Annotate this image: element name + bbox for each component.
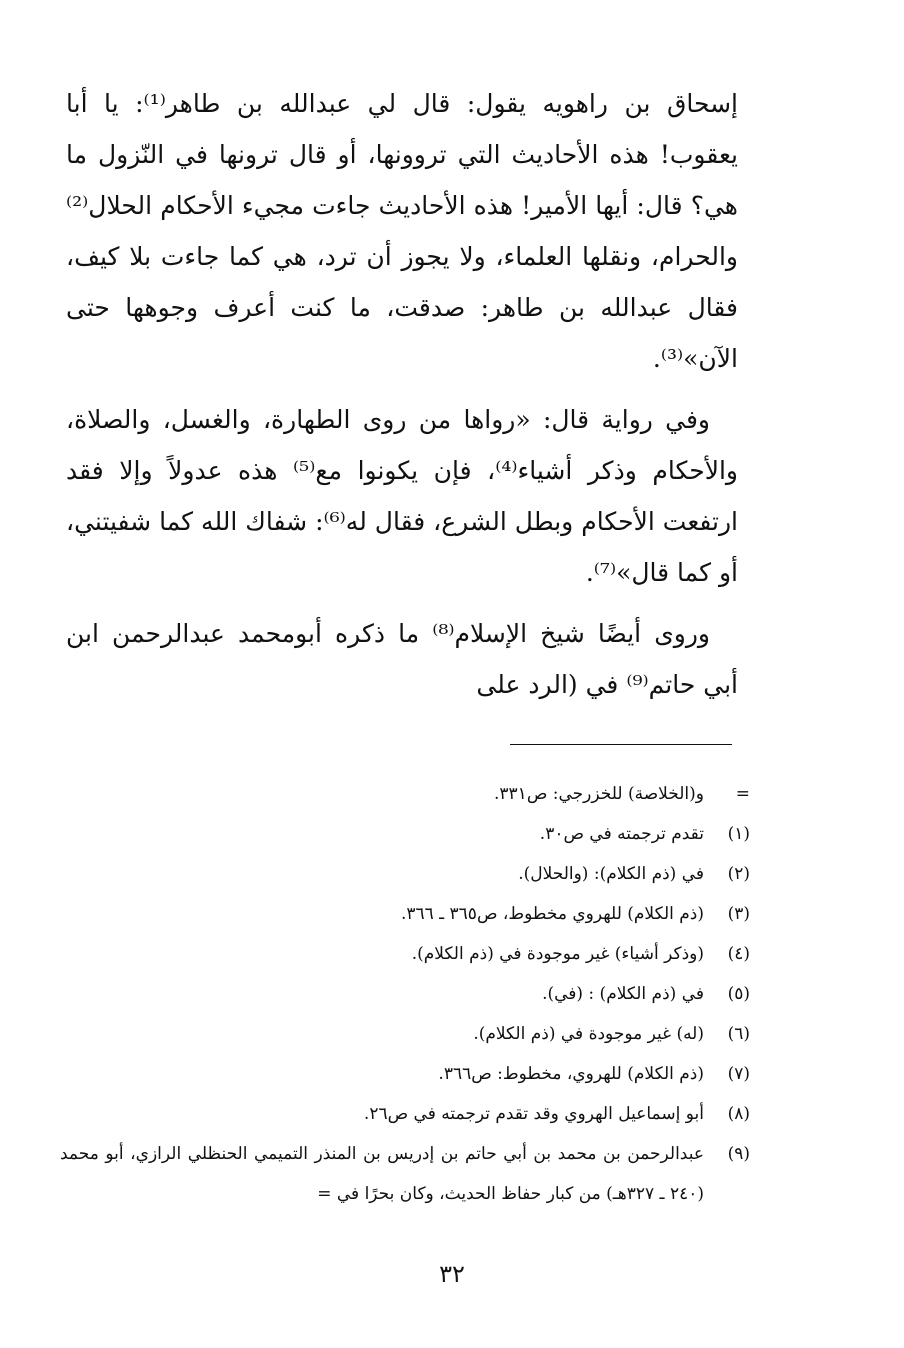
footnote-8 [60,1094,750,1134]
footnote-text: (ذم الكلام) للهروي مخطوط، ص٣٦٥ ـ ٣٦٦. [400,904,704,924]
footnote-4 [60,934,750,974]
footnote-text: و(الخلاصة) للخزرجي: ص٣٣١. [494,784,704,804]
footnote-text: (ذم الكلام) للهروي، مخطوط: ص٣٦٦. [438,1064,704,1084]
footnote-number: (٤) [727,944,750,964]
footnote-separator [510,744,732,745]
footnote-number: (٦) [727,1024,750,1044]
page-number: ٣٢ [439,1260,465,1288]
footnote-number: (٨) [727,1104,750,1124]
footnote-text: (وذكر أشياء) غير موجودة في (ذم الكلام). [411,944,704,964]
footnote-number: (٩) [727,1144,750,1164]
footnote-2 [60,854,750,894]
footnote-number: (٥) [727,984,750,1004]
footnote-number: (٣) [727,904,750,924]
paragraph-1: إسحاق بن راهويه يقول: قال لي عبدالله بن طاهر⁽¹⁾: يا أبا يعقوب! هذه الأحاديث التي تروونها، أو قال ترونها في النّزول ما هي؟ قال: أيها الأمير! هذه الأحاديث جاءت مجيء الأحكام الحلال⁽²⁾ والحرام، ونقلها العلماء، ولا يجوز أن ترد، هي كما جاءت بلا كيف، فقال عبدالله بن طاهر: صدقت، ما كنت أعرف وجوهها حتى الآن»⁽³⁾. [66,89,738,373]
paragraph-2: وفي رواية قال: «رواها من روى الطهارة، والغسل، والصلاة، والأحكام وذكر أشياء⁽⁴⁾، فإن يكونوا مع⁽⁵⁾ هذه عدولاً وإلا فقد ارتفعت الأحكام وبطل الشرع، فقال له⁽⁶⁾: شفاك الله كما شفيتني، أو كما قال»⁽⁷⁾. [66,405,739,587]
footnote-text: في (ذم الكلام): (والحلال). [518,864,704,884]
footnotes [60,774,750,1214]
footnote-marker: = [735,784,750,804]
footnote-5 [60,974,750,1014]
footnote-text: أبو إسماعيل الهروي وقد تقدم ترجمته في ص٢٦. [363,1104,704,1124]
footnote-text: عبدالرحمن بن محمد بن أبي حاتم بن إدريس بن المنذر التميمي الحنظلي الرازي، أبو محمد (٢٤٠ ـ ٣٢٧هـ) من كبار حفاظ الحديث، وكان بحرًا في = [60,1144,704,1204]
footnote-number: (٢) [727,864,750,884]
footnote-6 [60,1014,750,1054]
footnote-3 [60,894,750,934]
footnote-number: (٧) [727,1064,750,1084]
footnote-7 [60,1054,750,1094]
footnote-text: في (ذم الكلام) : (في). [542,984,704,1004]
footnote-text: (له) غير موجودة في (ذم الكلام). [473,1024,704,1044]
footnote-continuation [60,774,750,814]
main-text [66,78,738,720]
footnote-text: تقدم ترجمته في ص٣٠. [539,824,704,844]
footnote-number: (١) [727,824,750,844]
paragraph-3: وروى أيضًا شيخ الإسلام⁽⁸⁾ ما ذكره أبومحمد عبدالرحمن ابن أبي حاتم⁽⁹⁾ في (الرد على [66,619,738,699]
footnote-9 [60,1134,750,1214]
footnote-1 [60,814,750,854]
